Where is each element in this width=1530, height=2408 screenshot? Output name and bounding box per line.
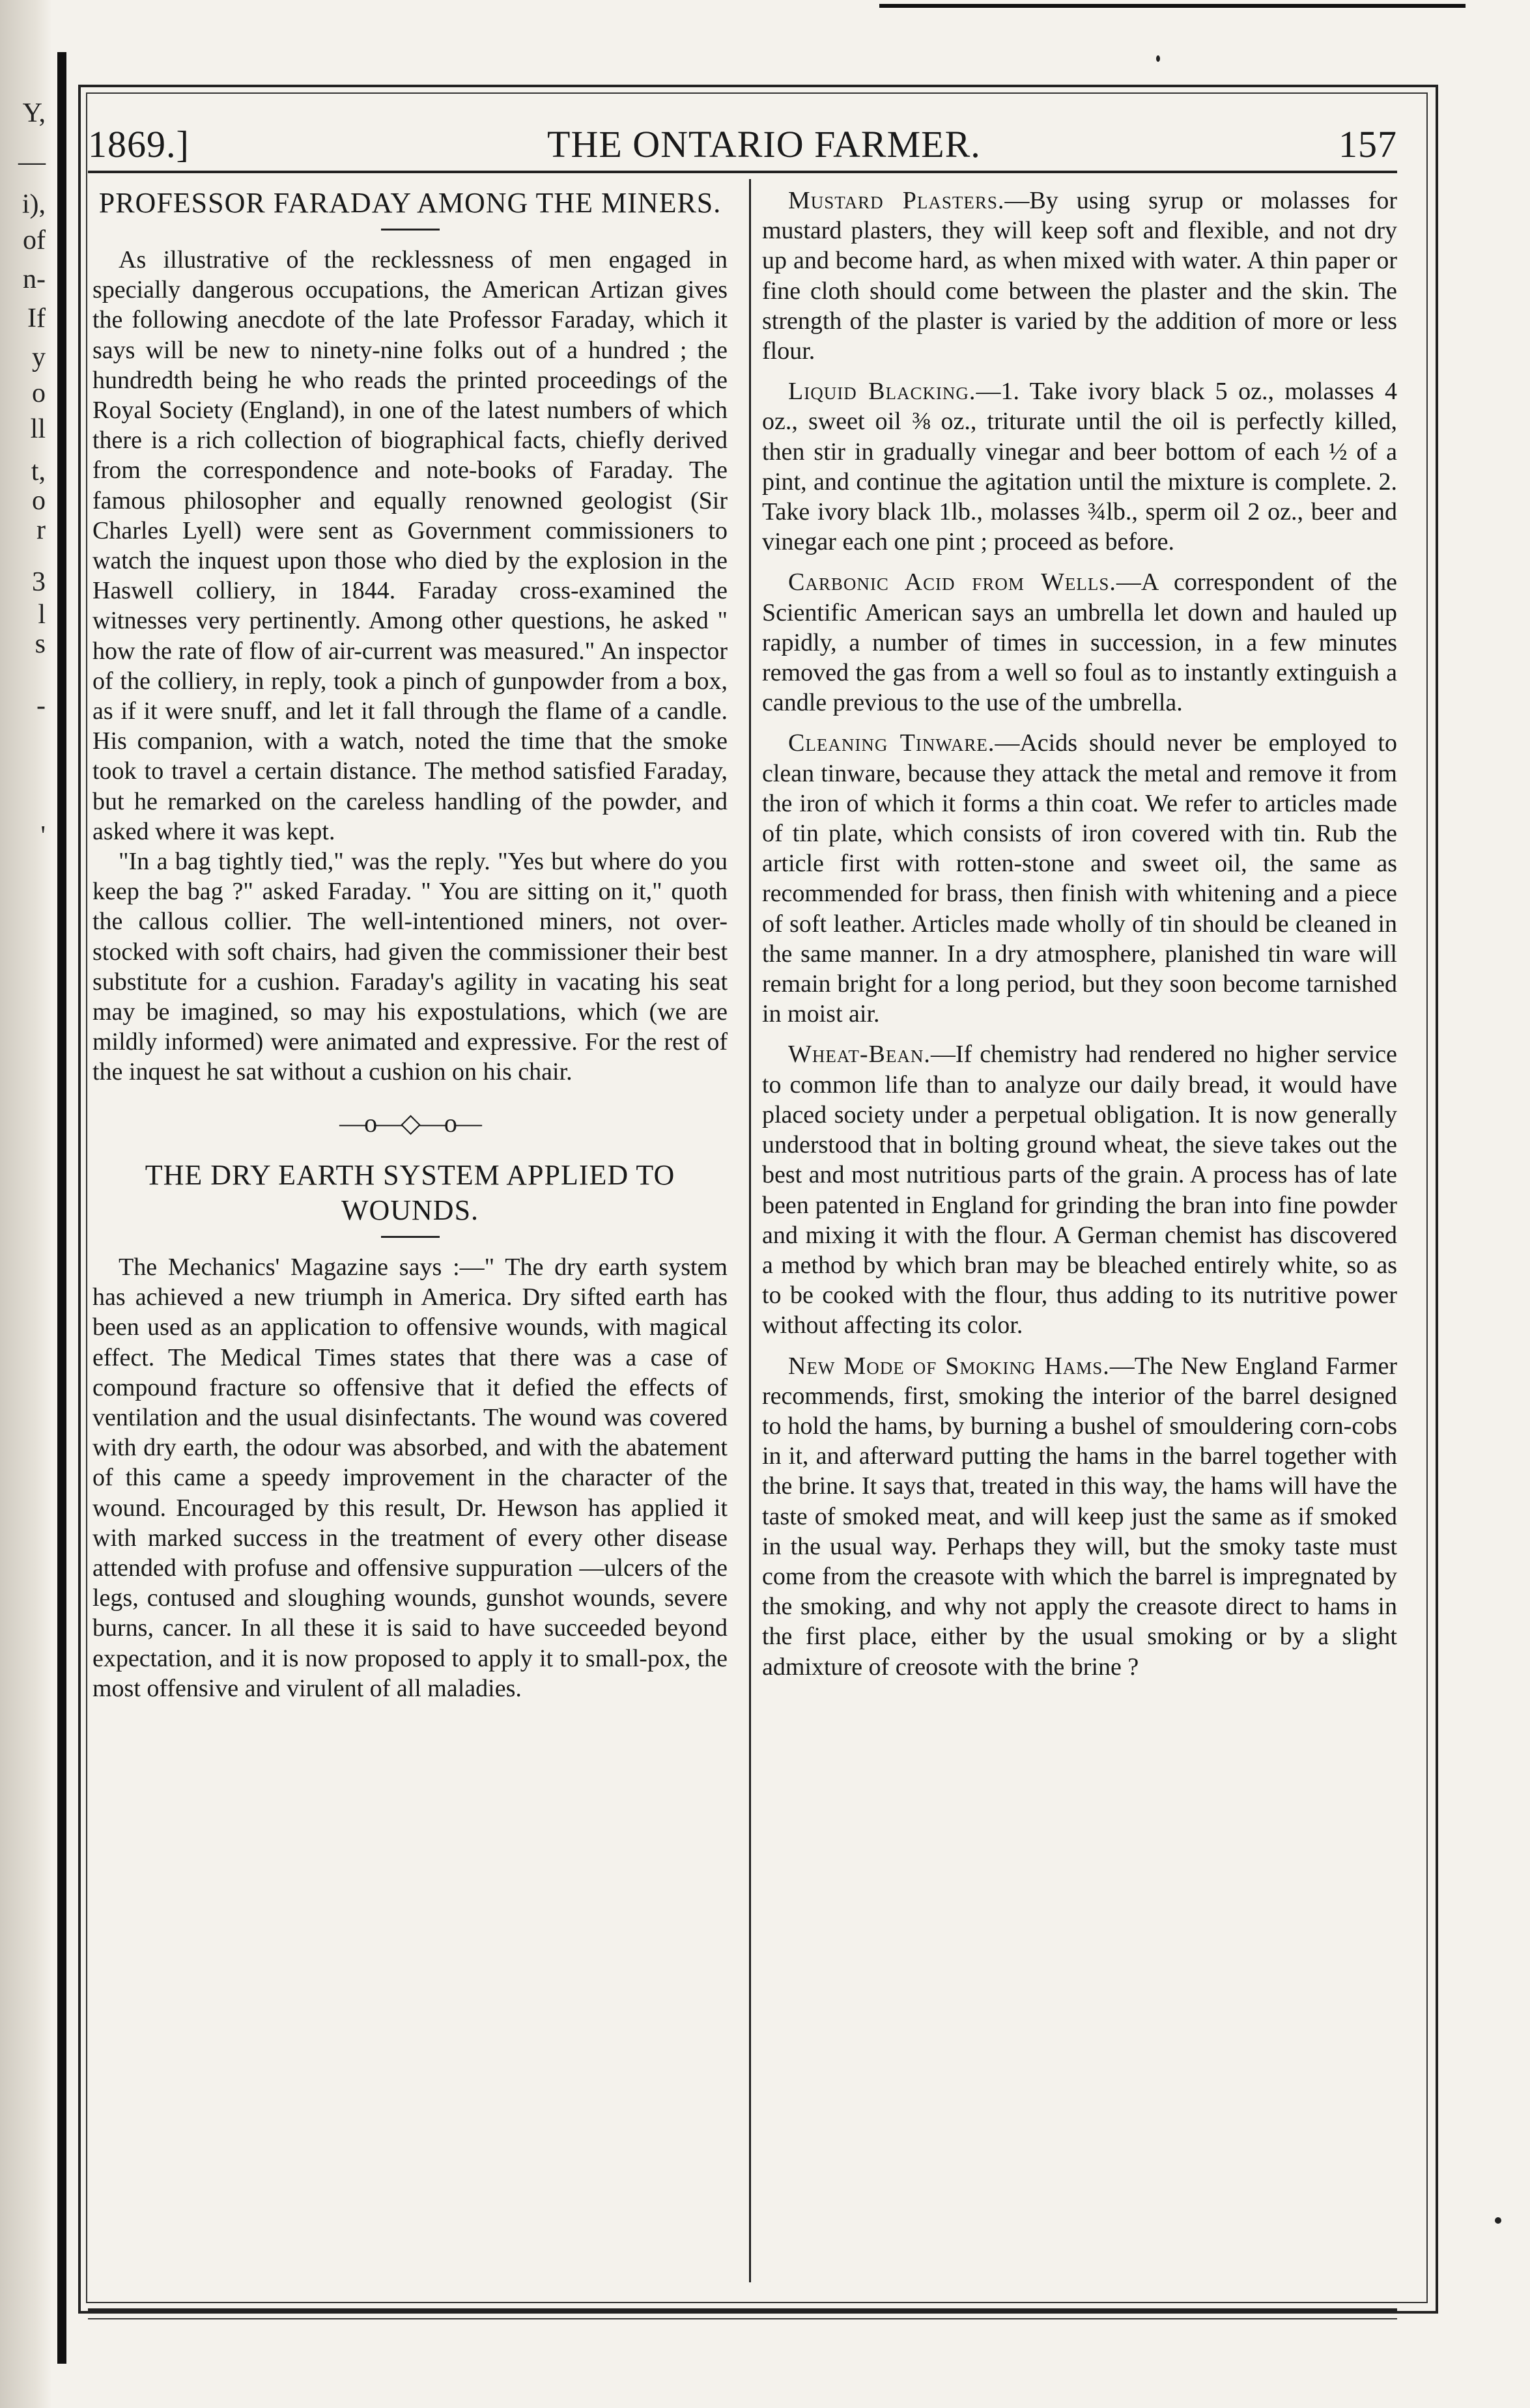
title-rule (381, 1236, 440, 1238)
binding-fragment: l (38, 600, 46, 630)
running-header (88, 107, 1397, 166)
binding-fragment: o (32, 378, 46, 408)
bottom-rule (88, 2308, 1397, 2311)
item-heading: Liquid Blacking. (788, 378, 976, 406)
left-column (92, 186, 728, 1703)
item-carbonic-acid (762, 567, 1397, 718)
binding-fragment: 3 (32, 567, 46, 597)
article-paragraph: The Mechanics' Magazine says :—" The dry earth system has achieved a new triumph in America. Dry sifted earth has been used as an application to offensive wounds, with magical effect. The Medical Times states that there was a case of compound fracture so offensive that it defied the effects of ventilation and the usual disinfectants. The wound was covered with dry earth, the odour was absorbed, and with the abatement of this came a speedy improvement in the character of the wound. Encouraged by this result, Dr. Hewson has applied it with marked success in the treatment of every other disease attended with profuse and offensive suppuration —ulcers of the legs, contused and sloughing wounds, gunshot wounds, severe burns, cancer. In all these it is said to have succeeded beyond expectation, and it is now proposed to apply it to small-pox, the most offensive and virulent of all maladies. (92, 1253, 728, 1702)
item-heading: Mustard Plasters. (788, 187, 1005, 214)
binding-edge (57, 52, 66, 2364)
item-cleaning-tinware (762, 728, 1397, 1029)
column-divider (749, 179, 751, 2282)
binding-fragment: — (18, 147, 46, 177)
binding-fragment: of (23, 225, 46, 255)
item-heading: Cleaning Tinware. (788, 729, 995, 757)
print-speck (1156, 55, 1160, 62)
article-paragraph: "In a bag tightly tied," was the reply. "Yes but where do you keep the bag ?" asked Faraday. " You are sitting on it," quoth the callous collier. The well-intentioned miners, not over-stocked with soft chairs, had given the commissioner their best substitute for a cushion. Faraday's agility in vacating his seat may be imagined, so may his expostulations, which (we are mildly informed) were animated and expressive. For the rest of the inquest he sat without a cushion on his chair. (92, 848, 728, 1086)
bottom-rule-thin (88, 2318, 1397, 2319)
binding-fragment: i), (21, 189, 46, 219)
item-body: —The New England Farmer recommends, first, smoking the interior of the barrel designed to hold the hams, by burning a bushel of smouldering corn-cobs in it, and afterward putting the hams in the barrel together with the brine. It says that, treated in this way, the hams will have the taste of smoked meat, and will keep just the same as if smoked in the usual way. Perhaps they will, but the smoky taste must come from the creasote with which the barrel is impregnated by the smoking, and why not apply the creasote direct to hams in the first place, either by the usual smoking or by a slight admixture of creosote with the brine ? (762, 1352, 1397, 1681)
item-smoking-hams (762, 1351, 1397, 1682)
article-faraday (92, 186, 728, 1087)
item-mustard-plasters (762, 186, 1397, 366)
binding-fragment: y (32, 343, 46, 372)
header-page-number: 157 (1338, 123, 1397, 165)
title-rule (381, 229, 440, 231)
article-title: THE DRY EARTH SYSTEM APPLIED TO WOUNDS. (145, 1158, 675, 1226)
binding-fragment: o (32, 486, 46, 516)
item-heading: New Mode of Smoking Hams. (788, 1352, 1110, 1380)
item-body: —If chemistry had rendered no higher service to common life than to analyze our daily bread, it would have placed society under a perpetual obligation. It is now generally understood that in bolting ground wheat, the sieve takes out the best and most nutritious parts of the grain. A process has of late been patented in England for grinding the bran into fine powder and mixing it with the flour. A German chemist has discovered a method by which bran may be bleached entirely white, so as to be cooked with the flour, thus adding to its nutritive power without affecting its color. (762, 1041, 1397, 1339)
article-paragraph: As illustrative of the recklessness of men engaged in specially dangerous occupations, the American Artizan gives the following anecdote of the late Professor Faraday, which it says will be new to ninety-nine folks out of a hundred ; the hundredth being he who reads the printed proceedings of the Royal Society (England), in one of the latest numbers of which there is a rich collection of biographical facts, chiefly derived from the correspondence and note-books of Faraday. The famous philosopher and equally renowned geologist (Sir Charles Lyell) were sent as Government commissioners to watch the inquest upon those who died by the explosion in the Haswell colliery, in 1844. Faraday cross-examined the witnesses very pertinently. Among other questions, he asked " how the rate of flow of air-current was measured." An inspector of the colliery, in reply, took a pinch of gunpowder from a box, as if it were snuff, and let it fall through the flame of a candle. His companion, with a watch, noted the time that the smoke took to travel a certain distance. The method satisfied Faraday, but he remarked on the careless handling of the powder, and asked where it was kept. (92, 246, 728, 845)
header-year: 1869.] (88, 123, 190, 165)
binding-fragment: If (27, 303, 46, 333)
article-title: PROFESSOR FARADAY AMONG THE MINERS. (98, 187, 722, 219)
item-heading: Carbonic Acid from Wells. (788, 568, 1116, 596)
print-speck (1495, 2217, 1501, 2224)
top-rule (879, 4, 1466, 8)
binding-fragment: n- (23, 264, 46, 294)
item-body: —By using syrup or molasses for mustard plasters, they will keep soft and flexible, and not dry up and become hard, as when mixed with water. A thin paper or fine cloth should come between the plaster and the skin. The strength of the plaster is varied by the addition of more or less flour. (762, 187, 1397, 365)
item-body: —Acids should never be employed to clean tinware, because they attack the metal and remove it from the iron of which it forms a thin coat. We refer to articles made of tin plate, which consists of iron covered with tin. Rub the article first with rotten-stone and sweet oil, the same as recommended for brass, then finish with whitening and a piece of soft leather. Articles made wholly of tin should be cleaned in the same manner. In a dry atmosphere, planished tin ware will remain bright for a long period, but they soon become tarnished in moist air. (762, 729, 1397, 1028)
right-column (762, 186, 1397, 1692)
binding-fragment: ' (40, 821, 46, 851)
binding-fragment: - (36, 691, 46, 721)
item-body: —A correspondent of the Scientific American says an umbrella let down and hauled up rapidly, a number of times in succession, in a few minutes removed the gas from a well so foul as to instantly extinguish a candle previous to the use of the umbrella. (762, 568, 1397, 717)
binding-fragment: ll (30, 414, 46, 444)
article-dry-earth (92, 1158, 728, 1703)
item-wheat-bean (762, 1039, 1397, 1340)
binding-fragment: t, (31, 456, 46, 486)
header-rule (88, 171, 1397, 173)
item-liquid-blacking (762, 376, 1397, 557)
item-body: —1. Take ivory black 5 oz., molasses 4 oz., sweet oil ⅜ oz., triturate until the oil is perfectly killed, then stir in gradually vinegar and beer bottom of each ½ of a pint, and continue the agitation until the mixture is complete. 2. Take ivory black 1lb., molasses ¾lb., sperm oil 2 oz., beer and vinegar each one pint ; proceed as before. (762, 378, 1397, 556)
binding-fragment: Y, (22, 98, 46, 128)
header-title: THE ONTARIO FARMER. (547, 123, 981, 165)
section-ornament: —o—◇—o— (339, 1108, 481, 1138)
binding-fragment: r (36, 515, 46, 545)
binding-fragment: s (35, 629, 46, 659)
item-heading: Wheat-Bean. (788, 1041, 931, 1069)
